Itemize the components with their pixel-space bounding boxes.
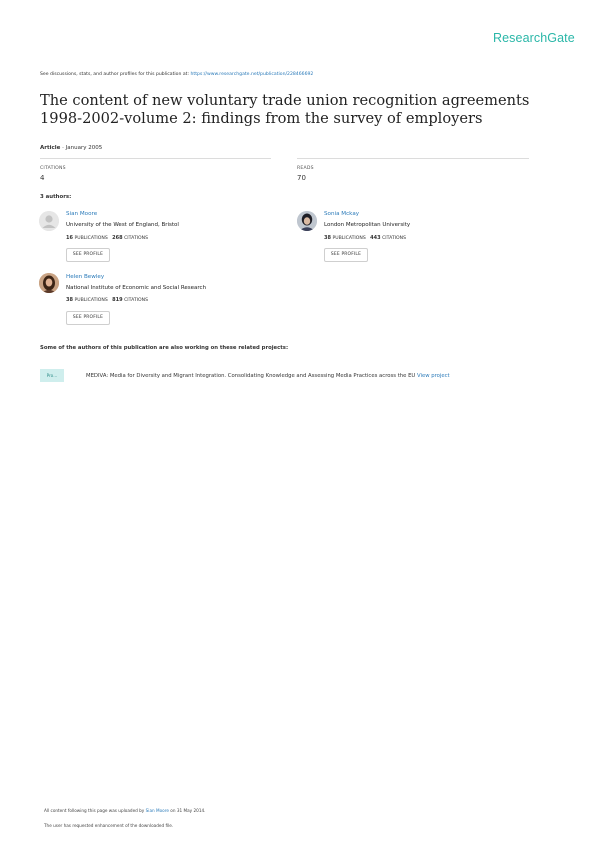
publication-url-link[interactable]: https://www.researchgate.net/publication/228466692 [190,72,314,77]
project-thumbnail[interactable]: Pro… [40,369,64,382]
author-name-link[interactable]: Sian Moore [66,211,98,217]
author-name-link[interactable]: Sonia Mckay [324,211,360,217]
author-institution: National Institute of Economic and Social Research [66,285,207,291]
publication-title: The content of new voluntary trade union recognition agreements 1998-2002-volume 2: findings from the survey of employers [40,92,530,127]
reads-divider [297,158,529,159]
author-institution: University of the West of England, Bristol [66,222,179,228]
citations-label: CITATIONS [40,166,66,171]
citations-divider [40,158,271,159]
publication-meta [40,145,102,151]
profiles-notice [40,72,313,77]
profiles-notice-text: See discussions, stats, and author profiles for this publication at: [40,72,190,77]
author-stats: 16 PUBLICATIONS 268 CITATIONS [66,235,148,241]
related-projects-header: Some of the authors of this publication are also working on these related projects: [40,345,289,351]
see-profile-button[interactable]: SEE PROFILE [324,248,368,262]
see-profile-button[interactable]: SEE PROFILE [66,311,110,325]
project-item [86,373,450,379]
photo-avatar-icon[interactable] [39,273,59,293]
project-title: MEDIVA: Media for Diversity and Migrant Integration. Consolidating Knowledge and Assessing Media Practices across the EU [86,373,416,379]
authors-header: 3 authors: [40,194,72,200]
author-institution: London Metropolitan University [324,222,411,228]
researchgate-logo[interactable]: ResearchGate [493,31,575,45]
enhancement-note: The user has requested enhancement of the downloaded file. [44,823,174,828]
default-avatar-icon[interactable] [39,211,59,231]
author-stats: 38 PUBLICATIONS 443 CITATIONS [324,235,406,241]
see-profile-button[interactable]: SEE PROFILE [66,248,110,262]
uploader-link[interactable]: Sian Moore [145,808,169,813]
publication-type: Article [40,145,61,151]
author-stats: 38 PUBLICATIONS 819 CITATIONS [66,297,148,303]
citations-value: 4 [40,174,45,182]
author-name-link[interactable]: Helen Bewley [66,274,105,280]
reads-label: READS [297,166,314,171]
reads-value: 70 [297,174,306,182]
publication-date: · January 2005 [62,145,103,151]
photo-avatar-icon[interactable] [297,211,317,231]
view-project-link[interactable]: View project [417,373,450,379]
upload-notice: All content following this page was uploaded by Sian Moore on 31 May 2014. [44,808,206,813]
